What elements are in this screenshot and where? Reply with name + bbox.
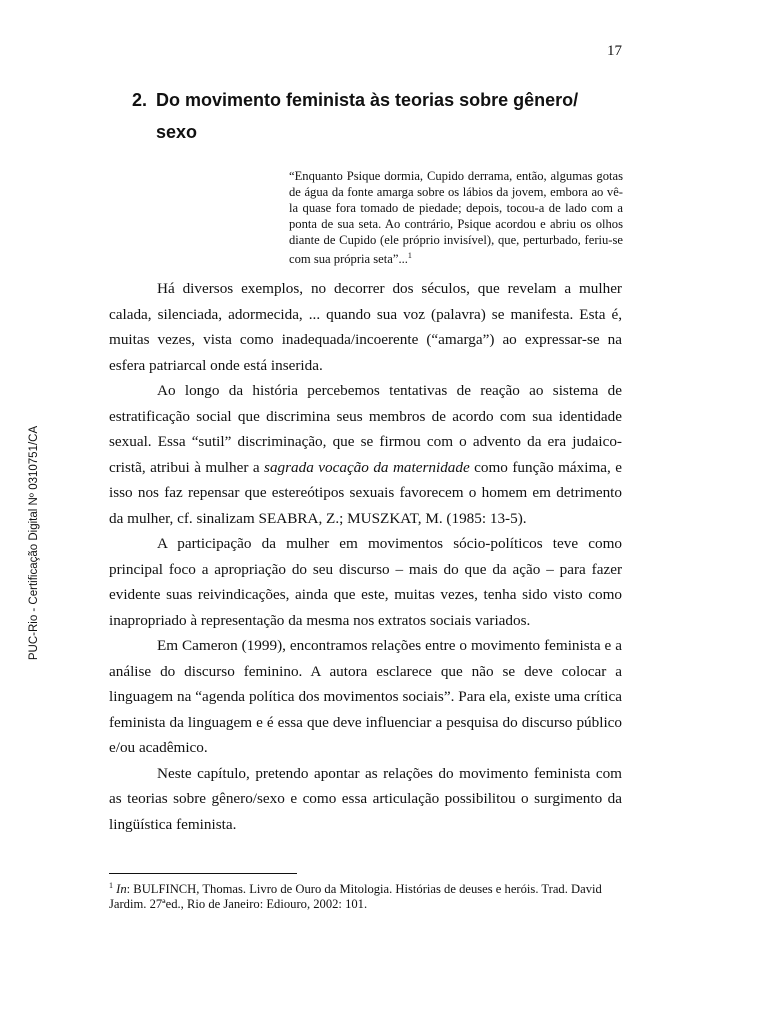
footnote-divider bbox=[109, 873, 297, 874]
epigraph-footnote-ref[interactable]: 1 bbox=[407, 251, 412, 260]
paragraph-2-italic: sagrada vocação da maternidade bbox=[264, 458, 470, 476]
paragraph-2-start: Ao longo da história percebemos tentativas de reação ao sistema de estratificação social que discrimina seus membros de acordo com sua identidade sexual. Essa “sutil” discriminação, que se firmou com o advento da era judaico-cristã, atribui à mulher a bbox=[109, 382, 622, 476]
paragraph-2-end: como função máxima, e isso nos faz repensar que estereótipos sexuais favorecem o homem em detrimento da mulher, cf. sinalizam SEABRA, Z.; MUSZKAT, M. (1985: 13-5). bbox=[109, 458, 623, 527]
chapter-number: 2. bbox=[132, 90, 148, 110]
footnote-in-label: In bbox=[116, 882, 127, 897]
paragraph-1: Há diversos exemplos, no decorrer dos séculos, que revelam a mulher calada, silenciada, adormecida, ... quando sua voz (palavra) se manifesta. Esta é, muitas vezes, vista como inadequada/incoerente (“amarga”) ao expressar-se na esfera patriarcal onde está inserida. bbox=[109, 280, 622, 374]
body-text bbox=[109, 276, 622, 837]
epigraph-text: “Enquanto Psique dormia, Cupido derrama, então, algumas gotas de água da fonte amarga sobre os lábios da jovem, embora ao vê-la quase fora tomado de piedade; depois, tocou-a de lado com a ponta de sua seta. Ao contrário, Psique acordou e abriu os olhos diante de Cupido (ele próprio invisível), que, perturbado, feriu-se com sua própria seta”... bbox=[289, 169, 623, 267]
footnote-number: 1 bbox=[109, 881, 113, 890]
paragraph-2 bbox=[109, 378, 622, 531]
certification-stamp-text: PUC-Rio - Certificação Digital Nº 0310751/CA bbox=[28, 425, 41, 661]
footnote-text: : BULFINCH, Thomas. Livro de Ouro da Mitologia. Histórias de deuses e heróis. Trad. David Jardim. 27ªed., Rio de Janeiro: Ediouro, 2002: 101. bbox=[109, 882, 602, 912]
chapter-title bbox=[132, 84, 612, 148]
paragraph-4: Em Cameron (1999), encontramos relações entre o movimento feminista e a análise do discurso feminino. A autora esclarece que não se deve colocar a linguagem na “agenda política dos movimentos sociais”. Para ela, existe uma crítica feminista da linguagem e é essa que deve influenciar a pesquisa do discurso público e/ou acadêmico. bbox=[109, 637, 622, 756]
footnote bbox=[109, 878, 622, 912]
paragraph-5: Neste capítulo, pretendo apontar as relações do movimento feminista com as teorias sobre gênero/sexo e como essa articulação possibilitou o surgimento da lingüística feminista. bbox=[109, 764, 622, 833]
certification-stamp bbox=[14, 425, 54, 661]
page-number: 17 bbox=[607, 43, 622, 59]
epigraph bbox=[289, 168, 623, 267]
paragraph-3: A participação da mulher em movimentos sócio-políticos teve como principal foco a apropriação do seu discurso – mais do que da ação – para fazer evidente suas reivindicações, ainda que este, muitas vezes, tenha sido visto como inapropriado à representação da mesma nos extratos sociais variados. bbox=[109, 535, 622, 629]
chapter-title-text: Do movimento feminista às teorias sobre gênero/ sexo bbox=[156, 90, 579, 142]
